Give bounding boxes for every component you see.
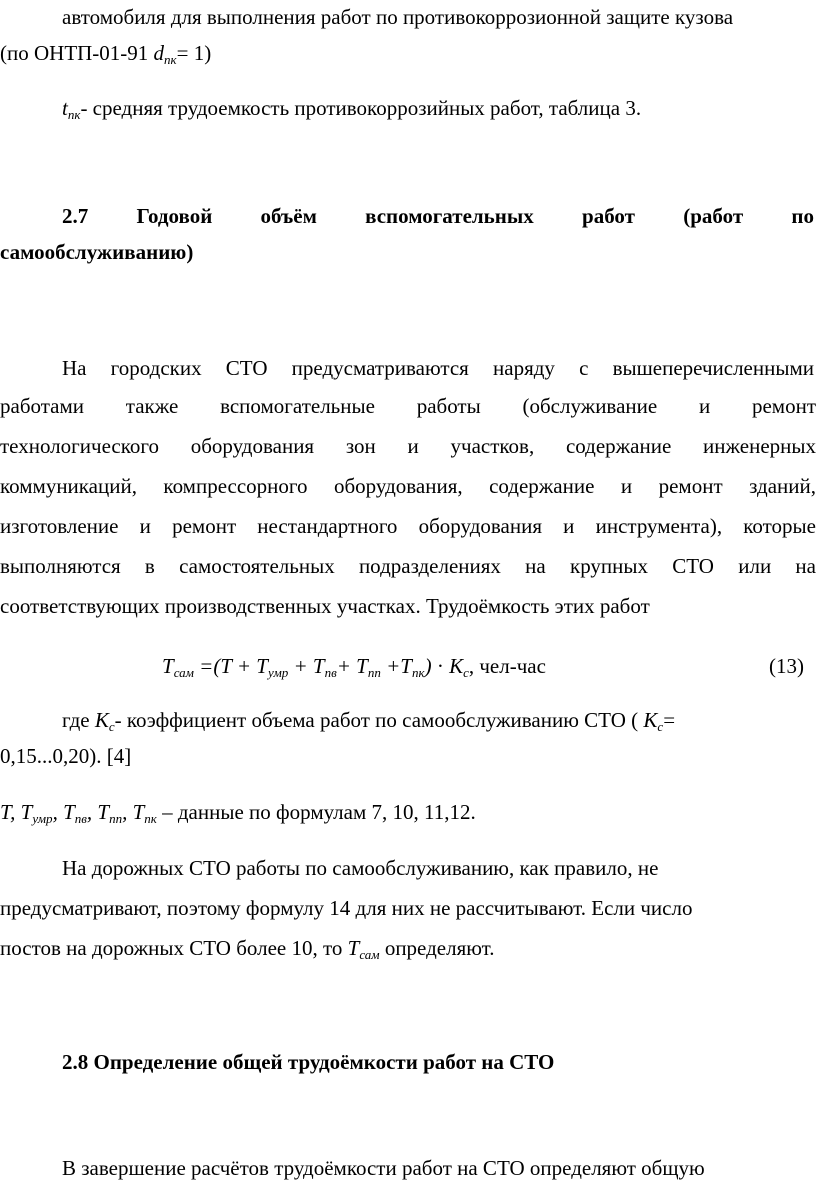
subscript: пк xyxy=(164,52,177,67)
text-run: На городских СТО предусматриваются наряду с вышеперечисленными xyxy=(62,356,814,380)
text-run: ) xyxy=(424,654,432,678)
text-run: автомобиля для выполнения работ по противокоррозионной защите кузова xyxy=(62,5,734,29)
text-run: = 1) xyxy=(176,41,212,65)
text-run: + T xyxy=(336,654,368,678)
subscript: сам xyxy=(173,665,194,680)
subscript: умр xyxy=(32,811,53,826)
section-heading xyxy=(0,239,816,265)
text-run: 2.7 Годовой объём вспомогательных работ (работ по xyxy=(62,204,814,228)
text-run: , T xyxy=(122,800,145,824)
subscript: c xyxy=(108,719,115,734)
text-run: , T xyxy=(52,800,75,824)
text-line xyxy=(0,593,816,619)
text-run: T xyxy=(347,936,360,960)
text-run: – данные по формулам 7, 10, 11,12. xyxy=(156,800,476,824)
text-line xyxy=(62,1155,816,1181)
text-run: выполняются в самостоятельных подразделениях на крупных СТО или на xyxy=(0,554,816,578)
text-run: - коэффициент объема работ по самообслуживанию СТО ( xyxy=(114,708,644,732)
text-line xyxy=(0,799,816,825)
text-run: работами также вспомогательные работы (обслуживание и ремонт xyxy=(0,394,816,418)
text-run: = xyxy=(663,708,676,732)
text-line xyxy=(0,433,816,459)
subscript: умр xyxy=(268,665,289,680)
text-run: K xyxy=(643,708,658,732)
text-run: =(T + T xyxy=(193,654,268,678)
text-line xyxy=(0,393,816,419)
subscript: пп xyxy=(367,665,381,680)
section-heading xyxy=(62,203,814,229)
text-line xyxy=(62,355,814,381)
text-run: соответствующих производственных участках. Трудоёмкость этих работ xyxy=(0,594,650,618)
text-run: На дорожных СТО работы по самообслуживанию, как правило, не xyxy=(62,856,659,880)
subscript: пп xyxy=(109,811,123,826)
text-run: 0,15...0,20). [4] xyxy=(0,744,132,768)
text-line xyxy=(0,743,816,769)
text-line xyxy=(0,895,816,921)
text-run: , T xyxy=(86,800,110,824)
text-run: T xyxy=(162,654,174,678)
formula-text xyxy=(162,653,546,679)
text-line xyxy=(0,553,816,579)
subscript: сам xyxy=(359,947,380,962)
subscript: пв xyxy=(324,665,337,680)
text-line xyxy=(62,707,816,733)
text-line xyxy=(0,935,816,961)
text-run: 2.8 Определение общей трудоёмкости работ на СТО xyxy=(62,1050,555,1074)
text-line xyxy=(0,473,816,499)
text-run: , чел-час xyxy=(468,654,546,678)
text-run: d xyxy=(153,41,165,65)
text-run: определяют. xyxy=(379,936,495,960)
subscript: пк xyxy=(411,665,425,680)
equation-number: (13) xyxy=(769,654,804,678)
text-run: изготовление и ремонт нестандартного оборудования и инструмента), которые xyxy=(0,514,816,538)
text-line xyxy=(62,4,816,30)
text-run: предусматривают, поэтому формулу 14 для них не рассчитывают. Если число xyxy=(0,896,693,920)
text-line xyxy=(0,513,816,539)
text-run: K xyxy=(449,654,464,678)
subscript: c xyxy=(463,665,469,680)
text-line xyxy=(62,855,816,881)
text-run: t xyxy=(62,96,68,120)
text-run: где xyxy=(62,708,95,732)
text-run: (по ОНТП-01-91 xyxy=(0,41,154,65)
text-line xyxy=(62,95,816,121)
text-run: K xyxy=(94,708,109,732)
text-run: В завершение расчётов трудоёмкости работ на СТО определяют общую xyxy=(62,1156,705,1180)
subscript: c xyxy=(657,719,664,734)
text-run: постов на дорожных СТО более 10, то xyxy=(0,936,348,960)
text-run: самообслуживанию) xyxy=(0,240,194,264)
text-run: коммуникаций, компрессорного оборудования, содержание и ремонт зданий, xyxy=(0,474,816,498)
text-run: +T xyxy=(380,654,412,678)
subscript: пк xyxy=(67,107,81,122)
text-run: технологического оборудования зон и участков, содержание инженерных xyxy=(0,434,816,458)
subscript: пв xyxy=(74,811,87,826)
text-run: · xyxy=(431,654,450,678)
text-run: + T xyxy=(288,654,325,678)
text-run: - средняя трудоемкость противокоррозийных работ, таблица 3. xyxy=(80,96,642,120)
section-heading xyxy=(62,1049,816,1075)
subscript: пк xyxy=(144,811,157,826)
text-line xyxy=(0,40,816,66)
text-run: T, T xyxy=(0,800,33,824)
